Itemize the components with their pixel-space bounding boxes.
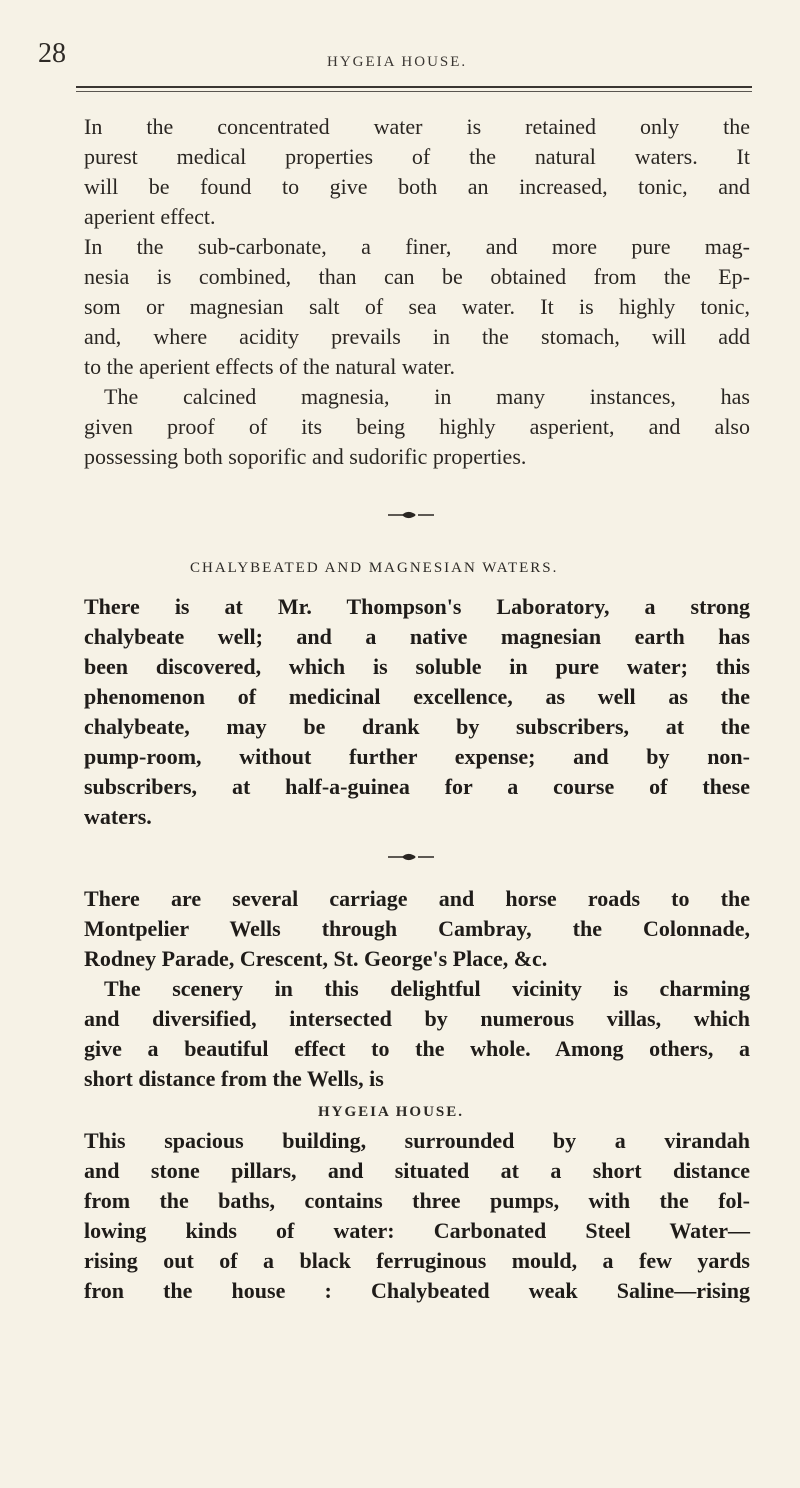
text-line: and diversified, intersected by numerous villas, which (84, 1006, 750, 1031)
text-line: and, where acidity prevails in the stomach, will add (84, 324, 750, 349)
section-heading: CHALYBEATED AND MAGNESIAN WATERS. (190, 560, 559, 576)
text-line: aperient effect. (84, 204, 216, 229)
text-line: will be found to give both an increased, tonic, and (84, 174, 750, 199)
text-line: This spacious building, surrounded by a virandah (84, 1128, 750, 1153)
text-line: subscribers, at half-a-guinea for a course of these (84, 774, 750, 799)
running-head: HYGEIA HOUSE. (327, 54, 468, 70)
ornament-divider-icon (388, 852, 434, 862)
section-intro-text (84, 112, 750, 472)
text-line: pump-room, without further expense; and by non- (84, 744, 750, 769)
text-line: In the concentrated water is retained only the (84, 114, 750, 139)
text-line: rising out of a black ferruginous mould, a few yards (84, 1248, 750, 1273)
subheading-hygeia-house: HYGEIA HOUSE. (318, 1104, 465, 1120)
text-line: The scenery in this delightful vicinity is charming (104, 976, 750, 1001)
text-line: from the baths, contains three pumps, with the fol- (84, 1188, 750, 1213)
ornament-divider-icon (388, 510, 434, 520)
header-rule (76, 86, 752, 88)
section-hygeia-text (84, 1126, 750, 1306)
text-line: chalybeate, may be drank by subscribers, at the (84, 714, 750, 739)
section-chalybeate-text (84, 592, 750, 832)
text-line: The calcined magnesia, in many instances, has (104, 384, 750, 409)
header-rule-thin (76, 91, 752, 92)
section-roads-text (84, 884, 750, 1094)
text-line: phenomenon of medicinal excellence, as well as the (84, 684, 750, 709)
text-line: There are several carriage and horse roads to the (84, 886, 750, 911)
text-line: Rodney Parade, Crescent, St. George's Place, &c. (84, 946, 548, 971)
text-line: In the sub-carbonate, a finer, and more pure mag- (84, 234, 750, 259)
text-line: and stone pillars, and situated at a short distance (84, 1158, 750, 1183)
text-line: been discovered, which is soluble in pure water; this (84, 654, 750, 679)
text-line: lowing kinds of water: Carbonated Steel Water— (84, 1218, 750, 1243)
text-line: purest medical properties of the natural waters. It (84, 144, 750, 169)
text-line: possessing both soporific and sudorific properties. (84, 444, 527, 469)
text-line: nesia is combined, than can be obtained from the Ep- (84, 264, 750, 289)
text-line: som or magnesian salt of sea water. It is highly tonic, (84, 294, 750, 319)
text-line: fron the house : Chalybeated weak Saline—rising (84, 1278, 750, 1303)
text-line: waters. (84, 804, 152, 829)
text-line: given proof of its being highly asperient, and also (84, 414, 750, 439)
text-line: Montpelier Wells through Cambray, the Colonnade, (84, 916, 750, 941)
text-line: chalybeate well; and a native magnesian earth has (84, 624, 750, 649)
text-line: to the aperient effects of the natural water. (84, 354, 455, 379)
text-line: short distance from the Wells, is (84, 1066, 384, 1091)
text-line: give a beautiful effect to the whole. Among others, a (84, 1036, 750, 1061)
page-number: 28 (38, 38, 66, 69)
text-line: There is at Mr. Thompson's Laboratory, a strong (84, 594, 750, 619)
